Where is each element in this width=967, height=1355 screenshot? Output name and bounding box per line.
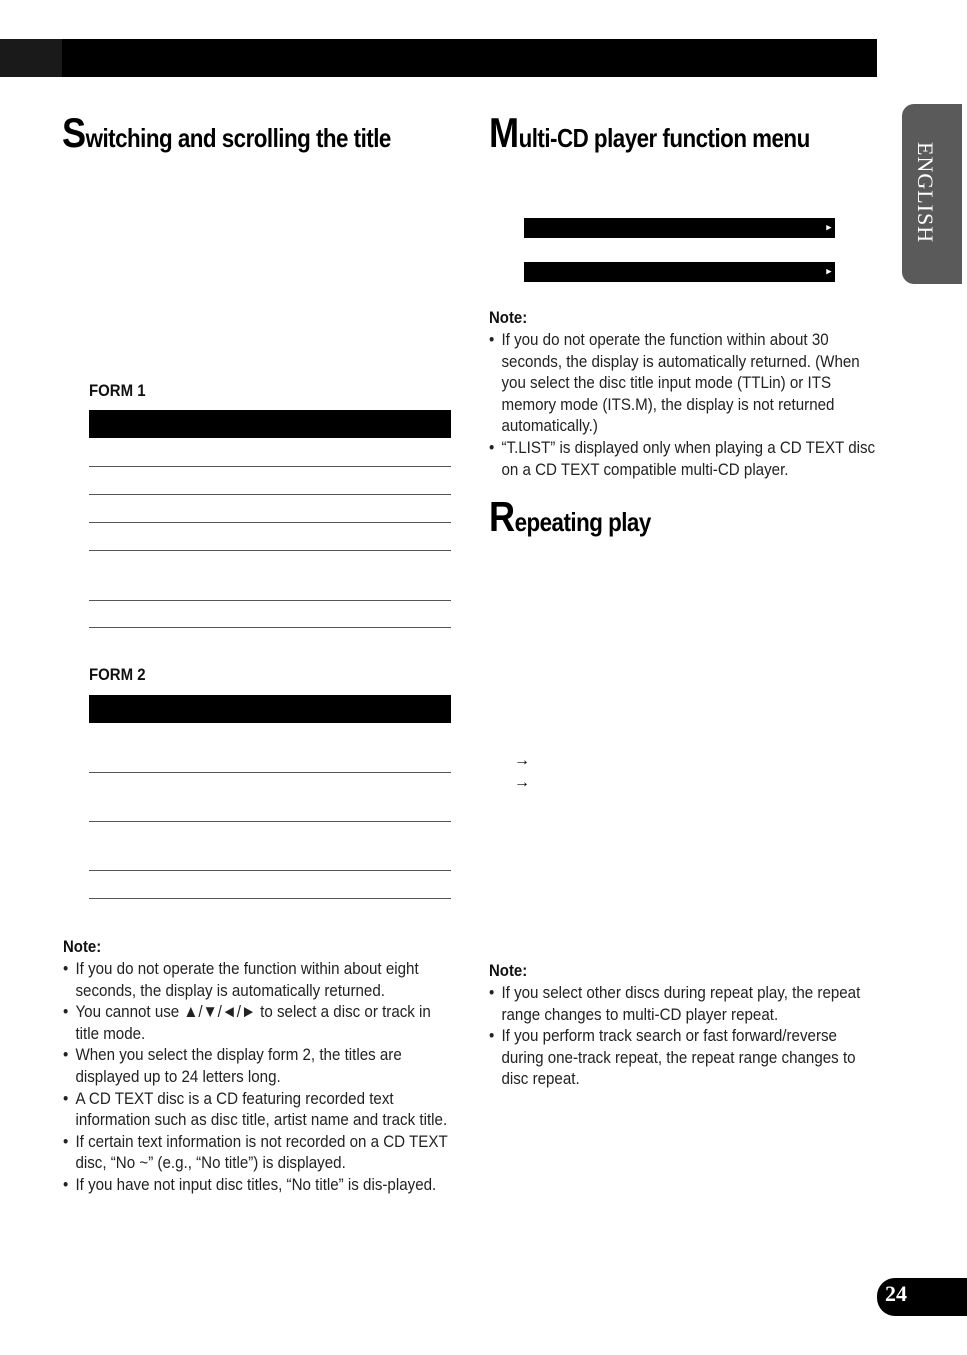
- heading-initial: R: [489, 493, 515, 540]
- note-item: • If certain text information is not recorded on a CD TEXT disc, “No ~” (e.g., “No title”) is displayed.: [63, 1131, 455, 1174]
- form1-label: FORM 1: [89, 381, 146, 400]
- heading-initial: S: [62, 109, 86, 156]
- note-item: • If you have not input disc titles, “No title” is dis-played.: [63, 1174, 455, 1196]
- note-item: • If you do not operate the function within about eight seconds, the display is automatically returned.: [63, 958, 455, 1001]
- heading-text: witching and scrolling the title: [85, 123, 391, 153]
- title-note: [63, 937, 503, 1196]
- header-bar: [0, 39, 877, 77]
- table-rule: [89, 772, 451, 773]
- note-item: • If you do not operate the function within about 30 seconds, the display is automatically returned. (When you select the disc title input mode (TTLin) or ITS memory mode (ITS.M), the display is not returned automatically.): [489, 329, 881, 437]
- function-menu-display-1: [524, 218, 835, 255]
- table-rule: [89, 466, 451, 467]
- display-text: TTLin COMP ITS.P ITS.M: [543, 284, 739, 299]
- repeat-note: [489, 961, 929, 1090]
- language-tab-label: ENGLISH: [913, 142, 938, 244]
- table-rule: [89, 494, 451, 495]
- arrow-right-icon: ▶: [826, 223, 832, 233]
- heading-initial: M: [489, 109, 519, 156]
- note-title: Note:: [489, 308, 528, 327]
- table-rule: [89, 898, 451, 899]
- note-list: [489, 982, 881, 1090]
- form1-table-header: [89, 410, 451, 438]
- note-item: • If you select other discs during repeat play, the repeat range changes to multi-CD player repeat.: [489, 982, 881, 1025]
- note-item: • You cannot use ▲/▼/◄/► to select a disc or track in title mode.: [63, 1001, 455, 1044]
- note-list: [63, 958, 455, 1196]
- table-rule: [89, 550, 451, 551]
- heading-text: epeating play: [514, 507, 651, 537]
- arrow-icon: →: [514, 774, 530, 791]
- note-title: Note:: [63, 937, 102, 956]
- page-number-badge: [877, 1278, 967, 1316]
- header-bar-tab: [0, 39, 62, 77]
- display-text: RPT RDM SCAN T.LIST D.LIST PAUSE: [545, 240, 822, 255]
- table-rule: [89, 600, 451, 601]
- menu-note: [489, 308, 929, 480]
- section-heading-menu: [489, 109, 810, 156]
- table-rule: [89, 821, 451, 822]
- table-rule: [89, 627, 451, 628]
- note-item: • “T.LIST” is displayed only when playing a CD TEXT disc on a CD TEXT compatible multi-CD player.: [489, 437, 881, 480]
- heading-text: ulti-CD player function menu: [518, 123, 810, 153]
- note-title: Note:: [489, 961, 528, 980]
- function-menu-display-2: [524, 262, 835, 299]
- form2-table: [89, 695, 451, 899]
- form2-label: FORM 2: [89, 665, 146, 684]
- table-rule: [89, 522, 451, 523]
- arrow-right-icon: ▶: [826, 267, 832, 277]
- page-number: 24: [885, 1281, 907, 1306]
- form2-table-header: [89, 695, 451, 723]
- section-heading-switching: [62, 109, 391, 156]
- language-tab: [902, 104, 962, 284]
- note-item: • If you perform track search or fast forward/reverse during one-track repeat, the repeat range changes to disc repeat.: [489, 1025, 881, 1090]
- note-item: • A CD TEXT disc is a CD featuring recorded text information such as disc title, artist name and track title.: [63, 1088, 455, 1131]
- section-heading-repeat: [489, 493, 651, 540]
- table-rule: [89, 870, 451, 871]
- form1-table: [89, 410, 451, 628]
- arrow-icon: →: [514, 752, 530, 769]
- note-item: • When you select the display form 2, the titles are displayed up to 24 letters long.: [63, 1044, 455, 1087]
- note-list: [489, 329, 881, 480]
